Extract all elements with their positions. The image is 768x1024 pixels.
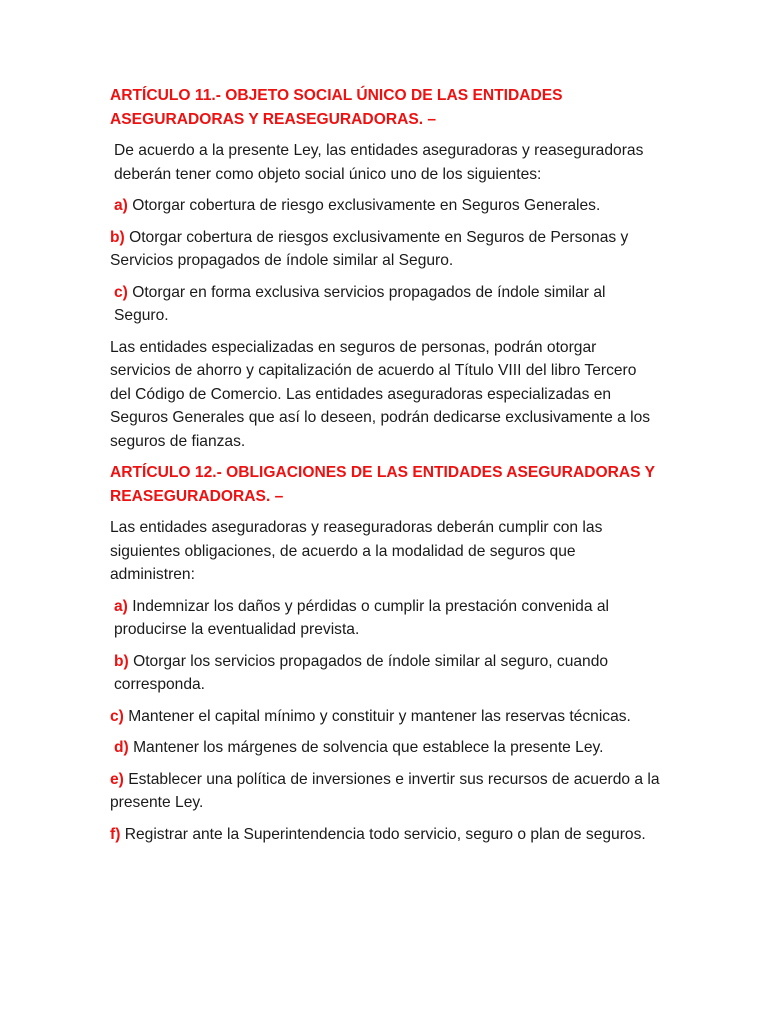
article-11-closing: Las entidades especializadas en seguros de personas, podrán otorgar servicios de ahorro y capitalización de acuerdo al Título VIII del libro Tercero del Código de Comercio. Las entidades aseguradoras especializadas en Seguros Generales que así lo deseen, podrán dedicarse exclusivamente a los seguros de fianzas.	[110, 338, 651, 450]
article-11-item-b	[110, 226, 660, 273]
item-marker: d)	[114, 739, 129, 756]
item-marker: c)	[110, 707, 124, 725]
article-11-item-c	[110, 281, 660, 328]
document-page	[110, 84, 660, 854]
article-11-item-a	[110, 194, 660, 218]
item-text: Otorgar en forma exclusiva servicios propagados de índole similar al Seguro.	[114, 283, 606, 324]
item-marker: a)	[114, 197, 128, 214]
article-12-heading: ARTÍCULO 12.- OBLIGACIONES DE LAS ENTIDADES ASEGURADORAS Y REASEGURADORAS. –	[110, 464, 655, 505]
item-text: Mantener los márgenes de solvencia que establece la presente Ley.	[133, 739, 604, 756]
article-12-item-d	[110, 736, 660, 760]
article-12-item-e	[110, 768, 660, 815]
item-text: Otorgar cobertura de riesgo exclusivamente en Seguros Generales.	[132, 197, 601, 214]
item-text: Otorgar los servicios propagados de índole similar al seguro, cuando corresponda.	[114, 652, 609, 693]
item-marker: f)	[110, 825, 121, 843]
item-text: Indemnizar los daños y pérdidas o cumplir la prestación convenida al producirse la eventualidad prevista.	[114, 597, 609, 638]
item-marker: a)	[114, 597, 128, 615]
article-12-item-a	[110, 595, 660, 642]
item-marker: c)	[114, 283, 128, 301]
item-marker: b)	[110, 228, 125, 246]
article-12-item-f	[110, 823, 660, 847]
article-11-heading: ARTÍCULO 11.- OBJETO SOCIAL ÚNICO DE LAS ENTIDADES ASEGURADORAS Y REASEGURADORAS. –	[110, 87, 563, 128]
article-11-intro: De acuerdo a la presente Ley, las entidades aseguradoras y reaseguradoras deberán tener como objeto social único uno de los siguientes:	[114, 142, 644, 183]
item-text: Mantener el capital mínimo y constituir y mantener las reservas técnicas.	[128, 707, 631, 725]
item-text: Establecer una política de inversiones e invertir sus recursos de acuerdo a la presente Ley.	[110, 770, 660, 811]
item-text: Registrar ante la Superintendencia todo servicio, seguro o plan de seguros.	[124, 825, 646, 843]
article-12-item-b	[110, 650, 660, 697]
item-marker: e)	[110, 770, 124, 788]
article-12-item-c	[110, 705, 660, 729]
item-marker: b)	[114, 652, 129, 670]
item-text: Otorgar cobertura de riesgos exclusivamente en Seguros de Personas y Servicios propagados de índole similar al Seguro.	[110, 228, 629, 269]
article-12-intro: Las entidades aseguradoras y reaseguradoras deberán cumplir con las siguientes obligaciones, de acuerdo a la modalidad de seguros que administren:	[110, 519, 603, 583]
